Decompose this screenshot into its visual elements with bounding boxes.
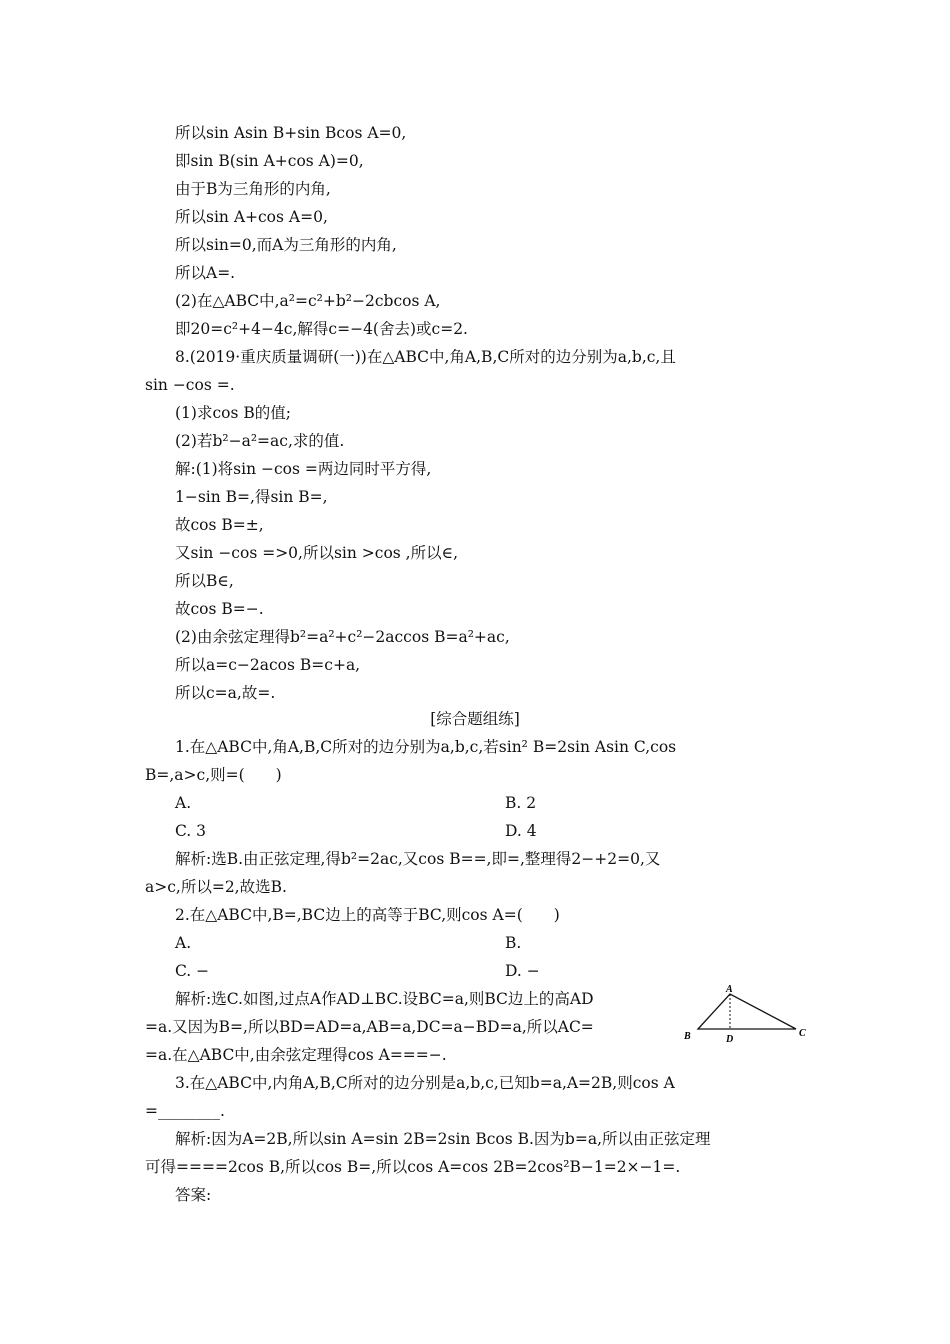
text-line: 所以a=c−2acos B=c+a, [175,656,361,674]
text-line: 故cos B=±, [175,516,264,534]
option-c: C. 3 [175,822,207,840]
text-line: 所以B∈, [175,572,234,590]
option-b: B. 2 [505,794,537,812]
option-b: B. [505,934,522,952]
text-line: 故cos B=−. [175,600,264,618]
question-1-analysis: 解析:选B.由正弦定理,得b²=2ac,又cos B==,即=,整理得2−+2=0,又 [175,850,661,868]
question-1-analysis: a>c,所以=2,故选B. [145,878,287,896]
text-line: 所以sin=0,而A为三角形的内角, [175,236,397,254]
option-a: A. [175,934,192,952]
text-line: 即20=c²+4−4c,解得c=−4(舍去)或c=2. [175,320,468,338]
text-line: sin −cos =. [145,376,235,394]
text-line: 1−sin B=,得sin B=, [175,488,328,506]
text-line: (2)由余弦定理得b²=a²+c²−2accos B=a²+ac, [175,628,510,646]
option-c: C. − [175,962,210,980]
vertex-label-a: A [726,984,733,995]
text-line: 所以c=a,故=. [175,684,276,702]
text-line: (2)若b²−a²=ac,求的值. [175,432,345,450]
question-3-stem: =________. [145,1102,225,1120]
question-2-stem: 2.在△ABC中,B=,BC边上的高等于BC,则cos A=( ) [175,906,560,924]
text-line: 解:(1)将sin −cos =两边同时平方得, [175,460,432,478]
text-line: 由于B为三角形的内角, [175,180,331,198]
triangle-figure [680,983,810,1045]
text-line: 所以A=. [175,264,236,282]
text-line: (2)在△ABC中,a²=c²+b²−2cbcos A, [175,292,441,310]
vertex-label-b: B [684,1031,691,1042]
option-a: A. [175,794,192,812]
question-1-stem: 1.在△ABC中,角A,B,C所对的边分别为a,b,c,若sin² B=2sin Asin C,cos [175,738,677,756]
section-title: [综合题组练] [430,710,520,728]
question-3-analysis: 可得====2cos B,所以cos B=,所以cos A=cos 2B=2cos²B−1=2×−1=. [145,1158,681,1176]
question-2-analysis: 解析:选C.如图,过点A作AD⊥BC.设BC=a,则BC边上的高AD [175,990,594,1008]
question-3-stem: 3.在△ABC中,内角A,B,C所对的边分别是a,b,c,已知b=a,A=2B,则cos A [175,1074,675,1092]
triangle-outline [698,994,796,1029]
question-1-stem: B=,a>c,则=( ) [145,766,282,784]
option-d: D. − [505,962,540,980]
question-3-analysis: 解析:因为A=2B,所以sin A=sin 2B=2sin Bcos B.因为b=a,所以由正弦定理 [175,1130,711,1148]
text-line: (1)求cos B的值; [175,404,291,422]
text-line: 所以sin Asin B+sin Bcos A=0, [175,124,407,142]
question-3-answer: 答案: [175,1186,212,1204]
question-2-analysis: =a.在△ABC中,由余弦定理得cos A===−. [145,1046,447,1064]
question-2-analysis: =a.又因为B=,所以BD=AD=a,AB=a,DC=a−BD=a,所以AC= [145,1018,594,1036]
text-line: 又sin −cos =>0,所以sin >cos ,所以∈, [175,544,458,562]
vertex-label-d: D [726,1034,734,1045]
text-line: 所以sin A+cos A=0, [175,208,328,226]
option-d: D. 4 [505,822,537,840]
vertex-label-c: C [799,1028,806,1039]
text-line: 即sin B(sin A+cos A)=0, [175,152,364,170]
problem-8-stem: 8.(2019·重庆质量调研(一))在△ABC中,角A,B,C所对的边分别为a,b,c,且 [175,348,676,366]
